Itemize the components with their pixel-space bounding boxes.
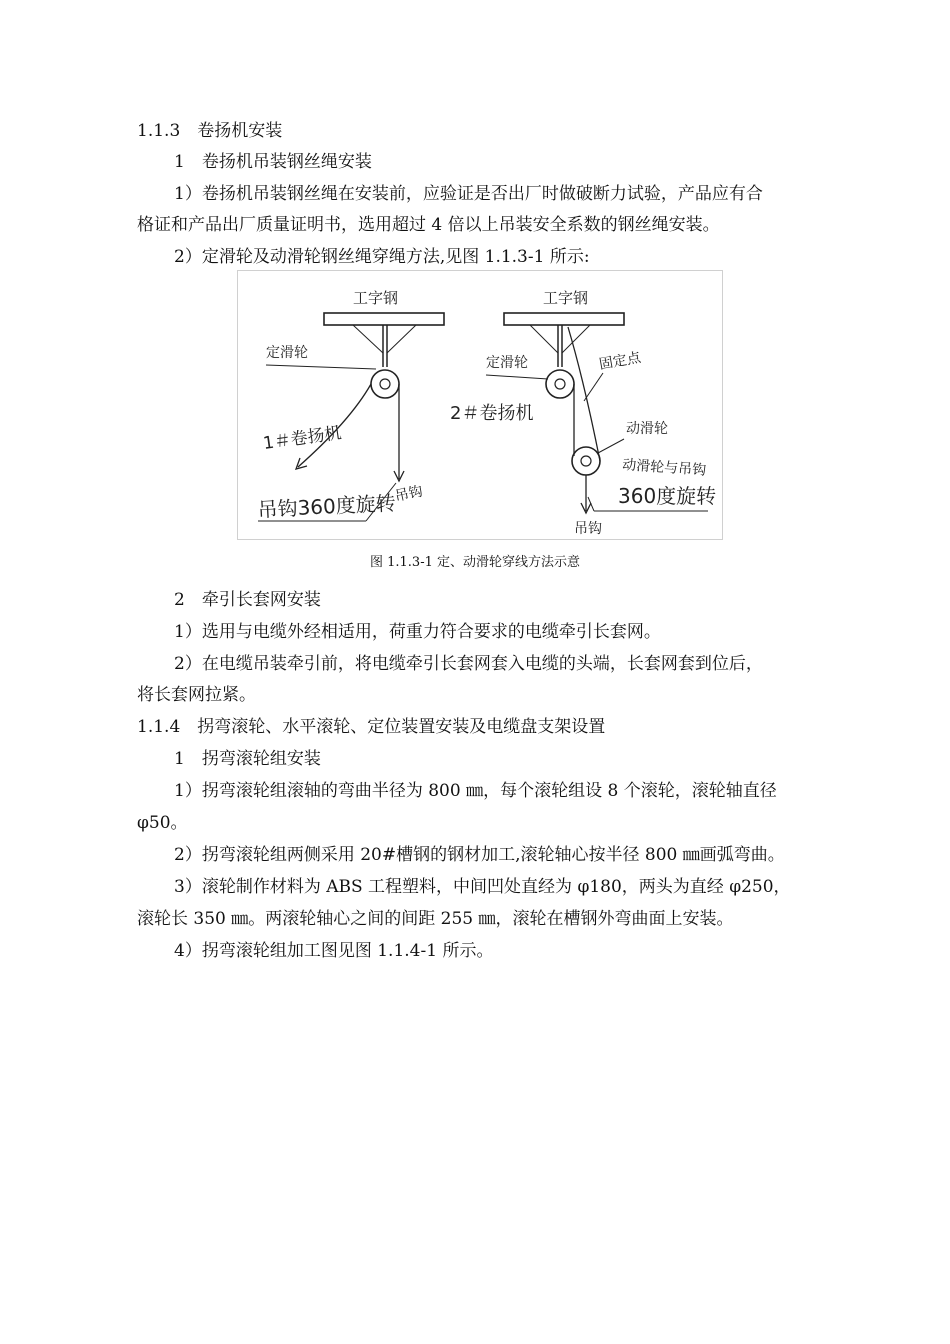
left-rotate-label: 吊钩360度旋转 — [257, 490, 397, 522]
pulley-diagram — [238, 271, 722, 539]
paragraph-line: 格证和产品出厂质量证明书，选用超过 4 倍以上吊装安全系数的钢丝绳安装。 — [137, 215, 720, 235]
right-rotate-label: 360度旋转 — [618, 484, 717, 508]
section-heading-1-1-4: 1.1.4 拐弯滚轮、水平滚轮、定位装置安装及电缆盘支架设置 — [137, 717, 606, 737]
paragraph-line: 3）滚轮制作材料为 ABS 工程塑料，中间凹处直经为 φ180，两头为直经 φ250， — [174, 877, 791, 897]
right-beam-label: 工字钢 — [543, 289, 589, 307]
right-moving-hook-label: 动滑轮与吊钩 — [621, 457, 707, 479]
paragraph-line: 2）拐弯滚轮组两侧采用 20#槽钢的钢材加工,滚轮轴心按半径 800 ㎜画弧弯曲。 — [174, 845, 785, 865]
item-1-heading: 1 卷扬机吊装钢丝绳安装 — [174, 152, 372, 172]
paragraph-line: φ50。 — [137, 813, 188, 833]
paragraph-line: 4）拐弯滚轮组加工图见图 1.1.4-1 所示。 — [174, 941, 494, 961]
right-pulley-label: 定滑轮 — [486, 355, 528, 371]
paragraph-line: 1）拐弯滚轮组滚轴的弯曲半径为 800 ㎜，每个滚轮组设 8 个滚轮，滚轮轴直径 — [174, 781, 777, 801]
left-hook-label: 吊钩 — [393, 483, 425, 505]
left-beam-label: 工字钢 — [353, 289, 399, 307]
left-i-beam — [324, 313, 444, 325]
paragraph-line: 滚轮长 350 ㎜。两滚轮轴心之间的间距 255 ㎜，滚轮在槽钢外弯曲面上安装。 — [137, 909, 734, 929]
figure-caption: 图 1.1.3-1 定、动滑轮穿线方法示意 — [369, 555, 580, 570]
left-pulley-label: 定滑轮 — [266, 345, 308, 361]
right-moving-pulley-leader — [598, 439, 624, 453]
right-rotate-leader — [588, 497, 594, 511]
left-brace — [353, 325, 383, 353]
right-brace — [530, 325, 558, 353]
left-winch-label: 1＃卷扬机 — [261, 423, 343, 454]
right-fixed-pulley — [546, 370, 574, 398]
paragraph-line: 2）在电缆吊装牵引前，将电缆牵引长套网套入电缆的头端，长套网套到位后， — [174, 654, 763, 674]
right-moving-pulley-label: 动滑轮 — [626, 421, 668, 437]
item-2-heading: 2 牵引长套网安装 — [174, 590, 321, 610]
right-moving-axle — [581, 456, 591, 466]
paragraph-line: 2）定滑轮及动滑轮钢丝绳穿绳方法,见图 1.1.3-1 所示: — [174, 247, 590, 267]
right-moving-pulley — [572, 447, 600, 475]
left-pulley-axle — [380, 379, 390, 389]
item-1-heading: 1 拐弯滚轮组安装 — [174, 749, 321, 769]
right-pulley-leader — [486, 375, 548, 379]
right-fixed-point-leader — [584, 373, 603, 401]
right-brace — [562, 325, 590, 353]
right-hook-label: 吊钩 — [574, 521, 602, 537]
paragraph-line: 1）选用与电缆外经相适用，荷重力符合要求的电缆牵引长套网。 — [174, 622, 661, 642]
section-heading-1-1-3: 1.1.3 卷扬机安装 — [137, 121, 283, 141]
left-brace — [387, 325, 416, 353]
right-i-beam — [504, 313, 624, 325]
paragraph-line: 将长套网拉紧。 — [137, 685, 256, 705]
paragraph-line: 1）卷扬机吊装钢丝绳在安装前，应验证是否出厂时做破断力试验，产品应有合 — [174, 184, 763, 204]
right-fixed-point-label: 固定点 — [597, 349, 643, 373]
left-pulley-leader — [266, 365, 376, 369]
pulley-diagram-figure — [237, 270, 723, 540]
right-winch-label: 2＃卷扬机 — [450, 403, 534, 424]
right-fixed-point-rope — [568, 327, 600, 461]
left-fixed-pulley — [371, 370, 399, 398]
right-pulley-axle — [555, 379, 565, 389]
